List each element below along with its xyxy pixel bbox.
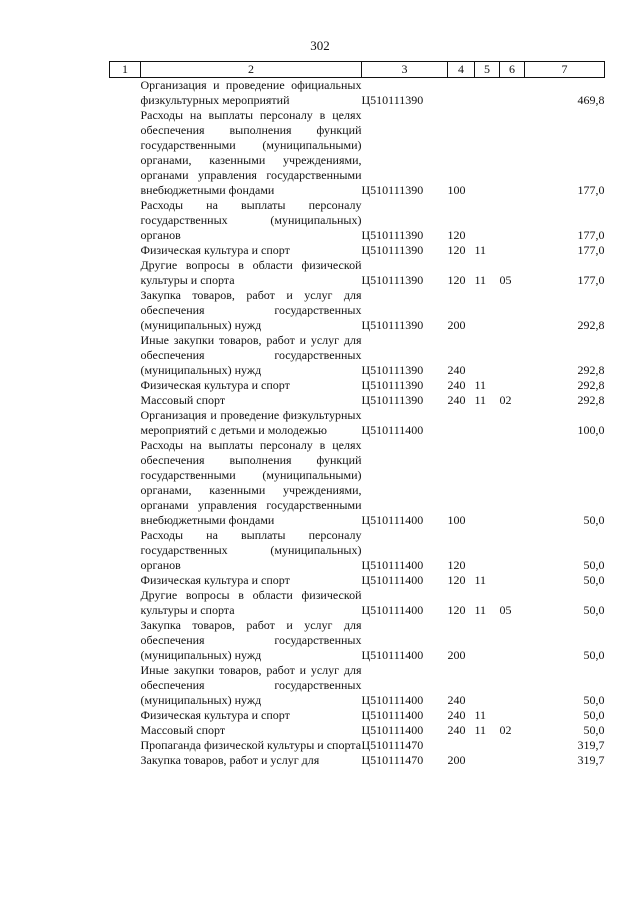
subsection-code — [500, 573, 525, 588]
row-amount: 50,0 — [583, 648, 605, 662]
row-name: Расходы на выплаты персоналу государственных (муниципальных) органов — [140, 198, 362, 242]
target-article-code: Ц510111390 — [361, 378, 424, 392]
target-article-code: Ц510111400 — [361, 573, 424, 587]
blank-cell — [110, 78, 141, 109]
blank-cell — [110, 198, 141, 243]
column-header: 6 — [500, 62, 525, 78]
subsection-code — [500, 708, 525, 723]
blank-cell — [110, 288, 141, 333]
section-code — [475, 738, 500, 753]
table-row — [110, 618, 605, 663]
row-amount: 50,0 — [583, 573, 605, 587]
section-code — [475, 78, 500, 109]
table-row — [110, 438, 605, 528]
subsection-code — [500, 333, 525, 378]
table-row — [110, 663, 605, 708]
target-article-code: Ц510111470 — [361, 738, 424, 752]
column-header: 4 — [448, 62, 475, 78]
table-row — [110, 288, 605, 333]
target-article-code: Ц510111390 — [361, 183, 424, 197]
target-article-code: Ц510111400 — [361, 708, 424, 722]
subsection-code — [500, 378, 525, 393]
section-code — [475, 408, 500, 438]
expense-type-code: 120 — [447, 603, 466, 617]
target-article-code: Ц510111390 — [361, 363, 424, 377]
blank-cell — [110, 618, 141, 663]
row-amount: 177,0 — [577, 273, 605, 287]
blank-cell — [110, 333, 141, 378]
subsection-code: 05 — [499, 273, 512, 287]
target-article-code: Ц510111390 — [361, 393, 424, 407]
subsection-code — [500, 78, 525, 109]
expense-type-code: 240 — [447, 378, 466, 392]
expense-type-code: 120 — [447, 228, 466, 242]
section-code: 11 — [474, 573, 487, 587]
blank-cell — [110, 378, 141, 393]
row-name: Расходы на выплаты персоналу государственных (муниципальных) органов — [140, 528, 362, 572]
section-code: 11 — [474, 393, 487, 407]
expense-type-code — [448, 408, 475, 438]
table-row — [110, 393, 605, 408]
blank-cell — [110, 108, 141, 198]
subsection-code — [500, 108, 525, 198]
expense-type-code — [448, 738, 475, 753]
row-amount: 177,0 — [577, 183, 605, 197]
row-name: Закупка товаров, работ и услуг для обеспечения государственных (муниципальных) нужд — [140, 618, 362, 662]
expense-type-code: 240 — [447, 393, 466, 407]
table-row — [110, 573, 605, 588]
blank-cell — [110, 243, 141, 258]
section-code: 11 — [474, 723, 487, 737]
blank-cell — [110, 528, 141, 573]
expense-type-code: 120 — [447, 573, 466, 587]
table-row — [110, 723, 605, 738]
blank-cell — [110, 393, 141, 408]
row-amount: 50,0 — [583, 723, 605, 737]
row-name: Пропаганда физической культуры и спорта — [140, 738, 362, 752]
section-code — [475, 333, 500, 378]
subsection-code — [500, 753, 525, 768]
row-name: Иные закупки товаров, работ и услуг для обеспечения государственных (муниципальных) нужд — [140, 663, 362, 707]
expense-type-code: 240 — [447, 693, 466, 707]
expense-type-code: 240 — [447, 363, 466, 377]
column-header: 2 — [141, 62, 362, 78]
section-code — [475, 288, 500, 333]
row-amount: 100,0 — [577, 423, 605, 437]
row-amount: 292,8 — [577, 363, 605, 377]
table-row — [110, 108, 605, 198]
row-name: Массовый спорт — [140, 723, 226, 737]
budget-table — [109, 61, 605, 768]
blank-cell — [110, 708, 141, 723]
section-code — [475, 108, 500, 198]
expense-type-code: 200 — [447, 753, 466, 767]
expense-type-code: 100 — [447, 183, 466, 197]
subsection-code — [500, 618, 525, 663]
row-name: Закупка товаров, работ и услуг для — [140, 753, 320, 767]
expense-type-code: 100 — [447, 513, 466, 527]
blank-cell — [110, 573, 141, 588]
expense-type-code: 120 — [447, 558, 466, 572]
row-name: Другие вопросы в области физической культуры и спорта — [140, 258, 362, 287]
subsection-code — [500, 528, 525, 573]
blank-cell — [110, 408, 141, 438]
blank-cell — [110, 723, 141, 738]
expense-type-code: 200 — [447, 648, 466, 662]
target-article-code: Ц510111400 — [361, 693, 424, 707]
target-article-code: Ц510111400 — [361, 723, 424, 737]
column-header: 3 — [362, 62, 448, 78]
column-header: 1 — [110, 62, 141, 78]
target-article-code: Ц510111400 — [361, 423, 424, 437]
table-row — [110, 198, 605, 243]
subsection-code: 05 — [499, 603, 512, 617]
row-amount: 50,0 — [583, 708, 605, 722]
table-row — [110, 588, 605, 618]
section-code — [475, 528, 500, 573]
table-row — [110, 258, 605, 288]
page-number: 302 — [310, 38, 330, 53]
section-code: 11 — [474, 708, 487, 722]
table-body — [110, 78, 605, 769]
table-row — [110, 333, 605, 378]
row-name: Физическая культура и спорт — [140, 378, 290, 392]
table-row — [110, 243, 605, 258]
target-article-code: Ц510111390 — [361, 243, 424, 257]
table-row — [110, 78, 605, 109]
expense-type-code: 120 — [447, 273, 466, 287]
subsection-code: 02 — [499, 723, 512, 737]
expense-type-code — [448, 78, 475, 109]
target-article-code: Ц510111400 — [361, 648, 424, 662]
expense-type-code: 200 — [447, 318, 466, 332]
row-name: Иные закупки товаров, работ и услуг для обеспечения государственных (муниципальных) нужд — [140, 333, 362, 377]
subsection-code — [500, 438, 525, 528]
section-code — [475, 618, 500, 663]
target-article-code: Ц510111400 — [361, 513, 424, 527]
target-article-code: Ц510111390 — [361, 273, 424, 287]
row-amount: 50,0 — [583, 558, 605, 572]
row-name: Расходы на выплаты персоналу в целях обеспечения выполнения функций государственными (муниципальными) органами, казенными учреждениями, органами управления государственными внебюджетными фондами — [140, 438, 362, 527]
section-code — [475, 753, 500, 768]
section-code: 11 — [474, 603, 487, 617]
blank-cell — [110, 738, 141, 753]
table-row — [110, 378, 605, 393]
section-code — [475, 438, 500, 528]
row-amount: 319,7 — [577, 738, 605, 752]
table-row — [110, 528, 605, 573]
section-code: 11 — [474, 243, 487, 257]
column-header: 5 — [475, 62, 500, 78]
target-article-code: Ц510111390 — [361, 228, 424, 242]
subsection-code — [500, 243, 525, 258]
section-code — [475, 198, 500, 243]
subsection-code — [500, 198, 525, 243]
table-row — [110, 708, 605, 723]
subsection-code — [500, 738, 525, 753]
row-name: Физическая культура и спорт — [140, 243, 290, 257]
column-header: 7 — [525, 62, 605, 78]
table-header — [110, 62, 605, 78]
table-row — [110, 738, 605, 753]
subsection-code: 02 — [499, 393, 512, 407]
section-code: 11 — [474, 273, 487, 287]
target-article-code: Ц510111400 — [361, 558, 424, 572]
subsection-code — [500, 663, 525, 708]
row-amount: 469,8 — [577, 93, 605, 107]
target-article-code: Ц510111390 — [361, 93, 424, 107]
table-row — [110, 753, 605, 768]
row-amount: 177,0 — [577, 228, 605, 242]
expense-type-code: 240 — [447, 723, 466, 737]
row-amount: 292,8 — [577, 393, 605, 407]
subsection-code — [500, 288, 525, 333]
expense-type-code: 120 — [447, 243, 466, 257]
expense-type-code: 240 — [447, 708, 466, 722]
target-article-code: Ц510111390 — [361, 318, 424, 332]
row-amount: 50,0 — [583, 693, 605, 707]
row-name: Расходы на выплаты персоналу в целях обеспечения выполнения функций государственными (муниципальными) органами, казенными учреждениями, органами управления государственными внебюджетными фондами — [140, 108, 362, 197]
row-name: Организация и проведение физкультурных мероприятий с детьми и молодежью — [140, 408, 362, 437]
row-amount: 292,8 — [577, 318, 605, 332]
row-name: Организация и проведение официальных физкультурных мероприятий — [140, 78, 362, 107]
row-amount: 319,7 — [577, 753, 605, 767]
blank-cell — [110, 753, 141, 768]
row-name: Физическая культура и спорт — [140, 573, 290, 587]
blank-cell — [110, 663, 141, 708]
target-article-code: Ц510111470 — [361, 753, 424, 767]
row-amount: 50,0 — [583, 513, 605, 527]
row-name: Массовый спорт — [140, 393, 226, 407]
section-code — [475, 663, 500, 708]
target-article-code: Ц510111400 — [361, 603, 424, 617]
row-name: Физическая культура и спорт — [140, 708, 290, 722]
subsection-code — [500, 408, 525, 438]
blank-cell — [110, 588, 141, 618]
row-amount: 292,8 — [577, 378, 605, 392]
blank-cell — [110, 438, 141, 528]
blank-cell — [110, 258, 141, 288]
row-name: Другие вопросы в области физической культуры и спорта — [140, 588, 362, 617]
table-row — [110, 408, 605, 438]
row-name: Закупка товаров, работ и услуг для обеспечения государственных (муниципальных) нужд — [140, 288, 362, 332]
section-code: 11 — [474, 378, 487, 392]
row-amount: 177,0 — [577, 243, 605, 257]
row-amount: 50,0 — [583, 603, 605, 617]
